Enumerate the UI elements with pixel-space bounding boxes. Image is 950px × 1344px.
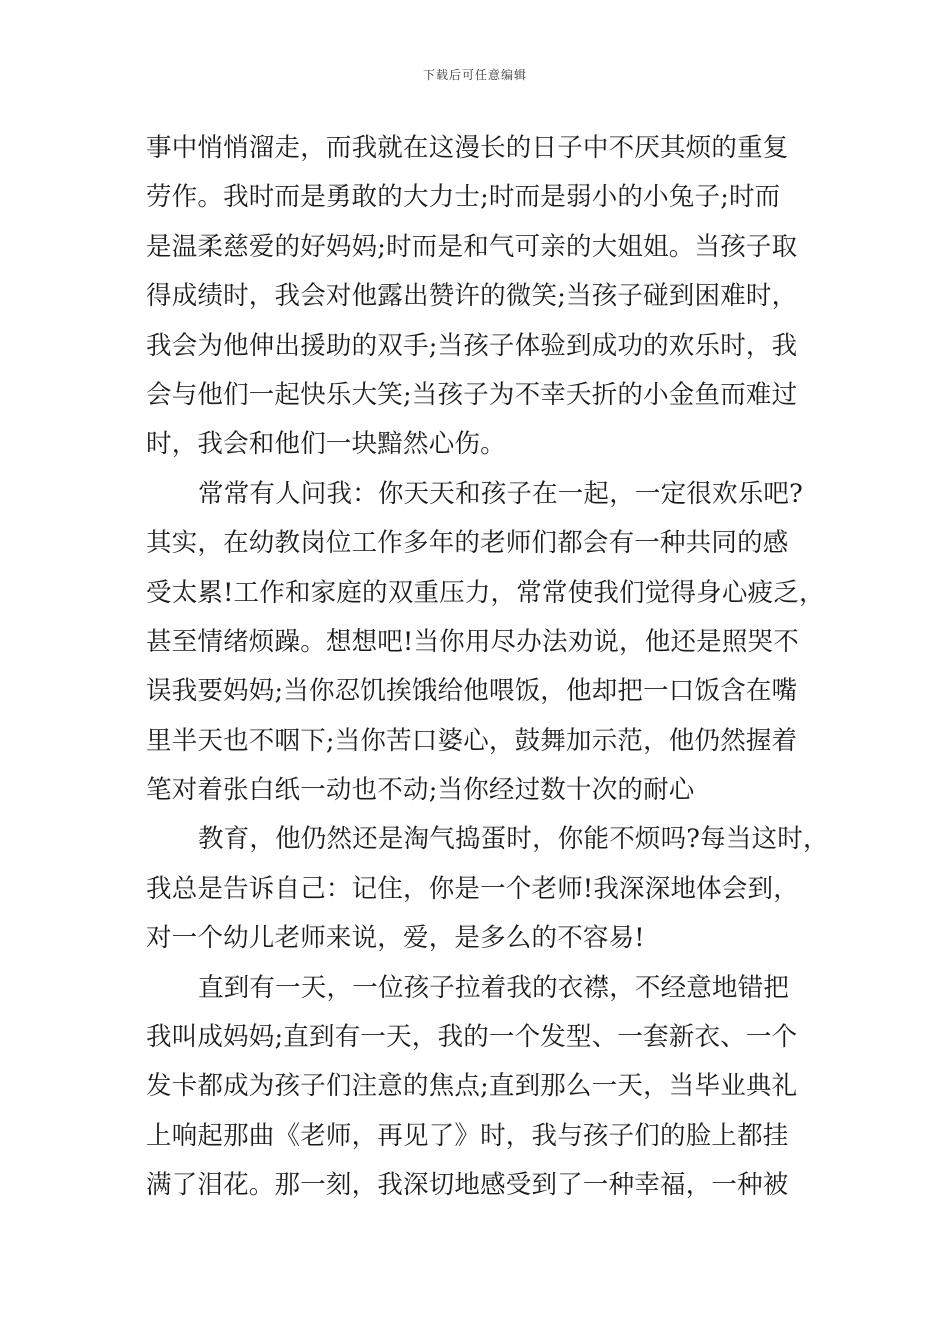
text-line: 里半天也不咽下;当你苦口婆心，鼓舞加示范，他仍然握着 — [146, 725, 798, 756]
text-line: 其实，在幼教岗位工作多年的老师们都会有一种共同的感 — [146, 528, 789, 559]
text-line: 劳作。我时而是勇敢的大力士;时而是弱小的小兔子;时而 — [146, 182, 781, 213]
text-line: 对一个幼儿老师来说，爱，是多么的不容易! — [146, 923, 645, 954]
text-line: 我会为他伸出援助的双手;当孩子体验到成功的欢乐时，我 — [146, 330, 798, 361]
paragraph-start-line: 常常有人问我：你天天和孩子在一起，一定很欢乐吧? — [198, 478, 803, 509]
text-line: 上响起那曲《老师，再见了》时，我与孩子们的脸上都挂 — [146, 1120, 789, 1151]
text-line: 我叫成妈妈;直到有一天，我的一个发型、一套新衣、一个 — [146, 1022, 798, 1053]
paragraph-start-line: 教育，他仍然还是淘气捣蛋时，你能不烦吗?每当这时， — [198, 824, 829, 855]
text-line: 是温柔慈爱的好妈妈;时而是和气可亲的大姐姐。当孩子取 — [146, 231, 798, 262]
text-line: 事中悄悄溜走，而我就在这漫长的日子中不厌其烦的重复 — [146, 133, 789, 163]
page-header: 下载后可任意编辑 — [422, 68, 527, 82]
text-line: 甚至情绪烦躁。想想吧!当你用尽办法劝说，他还是照哭不 — [146, 626, 799, 657]
text-line: 满了泪花。那一刻，我深切地感受到了一种幸福，一种被 — [146, 1170, 789, 1201]
text-line: 会与他们一起快乐大笑;当孩子为不幸夭折的小金鱼而难过 — [146, 379, 798, 410]
text-line: 时，我会和他们一块黯然心伤。 — [146, 429, 506, 460]
text-line: 得成绩时，我会对他露出赞许的微笑;当孩子碰到困难时， — [146, 281, 798, 312]
text-line: 我总是告诉自己：记住，你是一个老师!我深深地体会到， — [146, 873, 799, 904]
text-line: 发卡都成为孩子们注意的焦点;直到那么一天，当毕业典礼 — [146, 1071, 798, 1102]
paragraph-start-line: 直到有一天，一位孩子拉着我的衣襟，不经意地错把 — [198, 972, 790, 1003]
text-line: 误我要妈妈;当你忍饥挨饿给他喂饭，他却把一口饭含在嘴 — [146, 676, 798, 707]
text-line: 笔对着张白纸一动也不动;当你经过数十次的耐心 — [146, 775, 695, 806]
text-line: 受太累!工作和家庭的双重压力，常常使我们觉得身心疲乏， — [146, 577, 825, 608]
document-body — [146, 124, 829, 1211]
